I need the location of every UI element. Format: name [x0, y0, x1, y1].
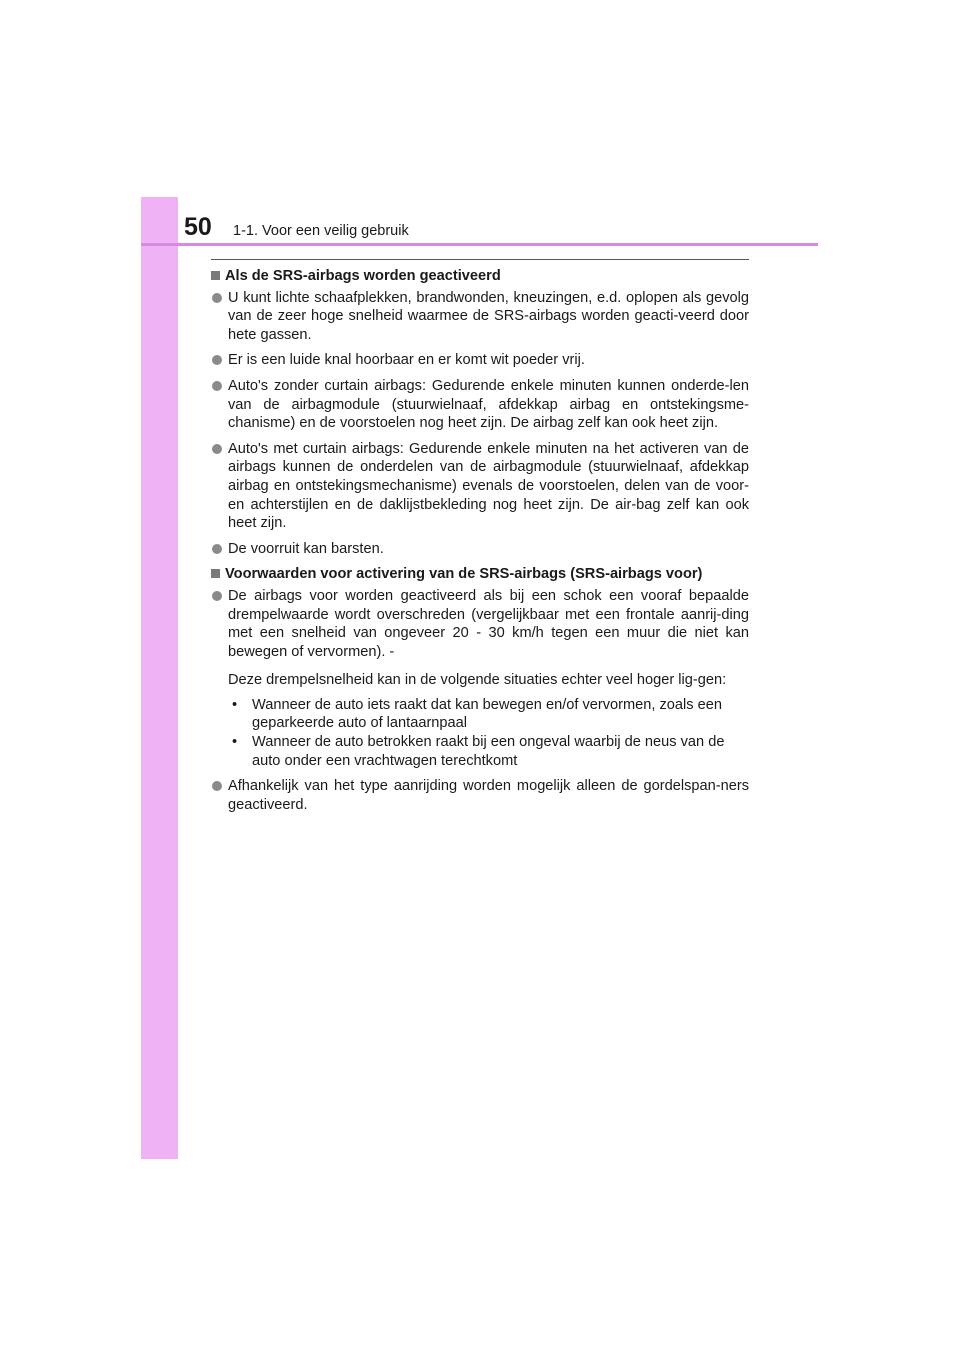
list-item	[211, 440, 749, 533]
side-tab-band	[141, 197, 178, 1159]
page-number: 50	[184, 213, 212, 241]
section-heading	[211, 565, 749, 584]
list-item	[211, 777, 749, 814]
sub-bullet-text: Wanneer de auto betrokken raakt bij een ongeval waarbij de neus van de auto onder een vrachtwagen terechtkomt	[252, 734, 725, 769]
square-bullet-icon	[211, 271, 220, 280]
list-item	[211, 351, 749, 370]
page-content	[211, 263, 749, 821]
header-divider	[141, 243, 818, 246]
list-item	[211, 289, 749, 345]
sub-bullet-item	[228, 696, 749, 733]
round-bullet-icon	[212, 293, 222, 303]
list-item-subtext: Deze drempelsnelheid kan in de volgende situaties echter veel hoger lig-gen:	[228, 672, 727, 689]
sub-bullet-list	[228, 696, 749, 770]
list-item-text: Auto's met curtain airbags: Gedurende enkele minuten na het activeren van de airbags kunnen de onderdelen van de airbagmodule (stuurwielnaaf, afdekkap airbag en ontstekingsmechanisme) evenals de voorstoelen, delen van de voor- en achterstijlen en de daklijstbekleding nog heet zijn. De air-bag zelf kan ook heet zijn.	[228, 440, 749, 532]
dot-bullet-icon: •	[232, 696, 238, 713]
round-bullet-icon	[212, 444, 222, 454]
round-bullet-icon	[212, 544, 222, 554]
list-item	[211, 377, 749, 433]
square-bullet-icon	[211, 569, 220, 578]
list-item-text: Afhankelijk van het type aanrijding worden mogelijk alleen de gordelspan-ners geactiveerd.	[228, 778, 749, 813]
section-heading	[211, 267, 749, 286]
list-item	[211, 540, 749, 559]
list-item-text: U kunt lichte schaafplekken, brandwonden, kneuzingen, e.d. oplopen als gevolg van de zeer hoge snelheid waarmee de SRS-airbags worden geacti-veerd door hete gassen.	[228, 289, 749, 343]
sub-bullet-item	[228, 733, 749, 770]
sub-bullet-text: Wanneer de auto iets raakt dat kan bewegen en/of vervormen, zoals een geparkeerde auto of lantaarnpaal	[252, 696, 722, 732]
chapter-title: 1-1. Voor een veilig gebruik	[233, 223, 409, 239]
round-bullet-icon	[212, 355, 222, 365]
round-bullet-icon	[212, 591, 222, 601]
section-heading-text: Voorwaarden voor activering van de SRS-airbags (SRS-airbags voor)	[225, 566, 703, 583]
content-divider	[211, 259, 749, 260]
round-bullet-icon	[212, 381, 222, 391]
list-item	[211, 587, 749, 770]
section-heading-text: Als de SRS-airbags worden geactiveerd	[225, 268, 501, 284]
list-item-text: De voorruit kan barsten.	[228, 540, 384, 557]
list-item-text: De airbags voor worden geactiveerd als bij een schok een vooraf bepaalde drempelwaarde wordt overschreden (vergelijkbaar met een frontale aanrij-ding met een snelheid van ongeveer 20 - 30 km/h tegen een muur die niet kan bewegen of vervormen). -	[228, 587, 749, 660]
dot-bullet-icon: •	[232, 734, 238, 751]
round-bullet-icon	[212, 781, 222, 791]
list-item-text: Er is een luide knal hoorbaar en er komt wit poeder vrij.	[228, 352, 585, 369]
list-item-text: Auto's zonder curtain airbags: Gedurende enkele minuten kunnen onderde-len van de airbagmodule (stuurwielnaaf, afdekkap airbag en ontstekingsme-chanisme) en de voorstoelen nog heet zijn. De airbag zelf kan ook heet zijn.	[228, 377, 749, 432]
